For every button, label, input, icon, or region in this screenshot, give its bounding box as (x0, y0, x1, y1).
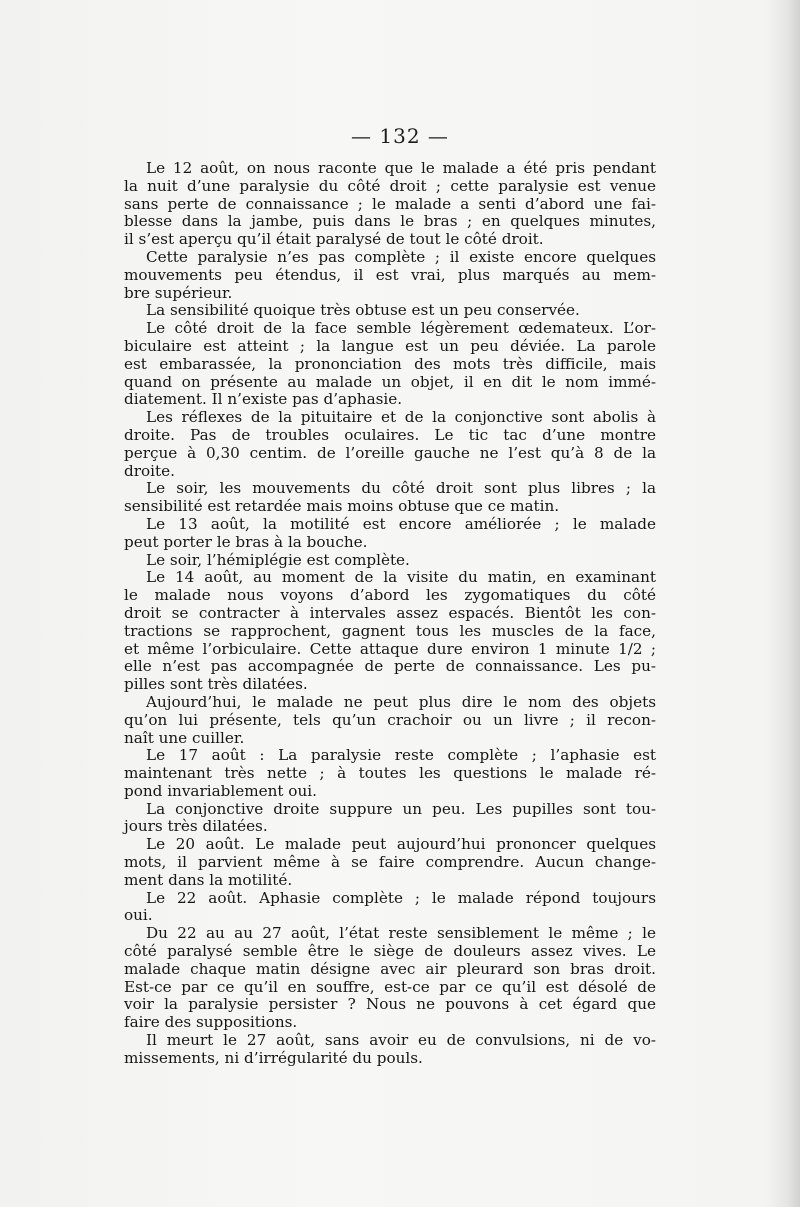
text-line: elle n’est pas accompagnée de perte de connaissance. Les pu- (124, 657, 656, 676)
text-line: droite. (124, 461, 175, 480)
body-text (124, 160, 656, 1068)
text-line: Le 13 août, la motilité est encore améliorée ; le malade (146, 514, 656, 533)
text-line: est embarassée, la prononciation des mots très difficile, mais (124, 354, 656, 373)
text-line: oui. (124, 906, 153, 925)
text-line: Le soir, l’hémiplégie est complète. (146, 550, 410, 569)
text-line: côté paralysé semble être le siège de douleurs assez vives. Le (124, 942, 656, 961)
text-line: qu’on lui présente, tels qu’un crachoir ou un livre ; il recon- (124, 710, 656, 729)
text-line: ment dans la motilité. (124, 870, 293, 889)
text-line: sensibilité est retardée mais moins obtuse que ce matin. (124, 497, 560, 516)
text-line: Le 20 août. Le malade peut aujourd’hui prononcer quelques (146, 835, 656, 854)
text-line: Il meurt le 27 août, sans avoir eu de convulsions, ni de vo- (146, 1031, 656, 1050)
text-line: Le 14 août, au moment de la visite du matin, en examinant (146, 568, 656, 587)
text-line: Aujourd’hui, le malade ne peut plus dire le nom des objets (146, 692, 656, 711)
text-line: Le 12 août, on nous raconte que le malade a été pris pendant (146, 159, 656, 177)
text-line: La conjonctive droite suppure un peu. Les pupilles sont tou- (146, 799, 656, 818)
text-line: Le côté droit de la face semble légèrement œdemateux. L’or- (146, 319, 656, 338)
text-line: il s’est aperçu qu’il était paralysé de tout le côté droit. (124, 230, 544, 249)
text-line: Le 22 août. Aphasie complète ; le malade répond toujours (146, 888, 656, 907)
text-line: quand on présente au malade un objet, il en dit le nom immé- (124, 372, 656, 391)
text-line: missements, ni d’irrégularité du pouls. (124, 1048, 423, 1067)
text-line: voir la paralysie persister ? Nous ne pouvons à cet égard que (124, 995, 656, 1014)
text-line: Les réflexes de la pituitaire et de la conjonctive sont abolis à (146, 408, 656, 427)
text-line: droite. Pas de troubles oculaires. Le tic tac d’une montre (124, 425, 656, 444)
text-line: pilles sont très dilatées. (124, 675, 308, 694)
text-line: la nuit d’une paralysie du côté droit ; cette paralysie est venue (124, 176, 656, 195)
text-line: Le 17 août : La paralysie reste complète ; l’aphasie est (146, 746, 656, 765)
text-line: peut porter le bras à la bouche. (124, 532, 368, 551)
text-line: faire des suppositions. (124, 1013, 298, 1032)
text-line: Du 22 au au 27 août, l’état reste sensiblement le même ; le (146, 924, 656, 943)
text-line: et même l’orbiculaire. Cette attaque dure environ 1 minute 1/2 ; (124, 639, 656, 658)
page-shadow-edge (766, 0, 800, 1207)
text-line: La sensibilité quoique très obtuse est un peu conservée. (146, 301, 580, 320)
text-line: tractions se rapprochent, gagnent tous les muscles de la face, (124, 621, 656, 640)
text-line: Cette paralysie n’es pas complète ; il existe encore quelques (146, 247, 656, 266)
text-line: mouvements peu étendus, il est vrai, plus marqués au mem- (124, 265, 656, 284)
text-line: pond invariablement oui. (124, 781, 317, 800)
text-line: jours très dilatées. (124, 817, 268, 836)
text-line: blesse dans la jambe, puis dans le bras ; en quelques minutes, (124, 212, 656, 231)
text-line: droit se contracter à intervales assez espacés. Bientôt les con- (124, 603, 656, 622)
text-line: sans perte de connaissance ; le malade a senti d’abord une fai- (124, 194, 656, 213)
page-number: — 132 — (351, 124, 449, 148)
text-line: malade chaque matin désigne avec air pleurard son bras droit. (124, 959, 656, 978)
text-line: maintenant très nette ; à toutes les questions le malade ré- (124, 764, 656, 783)
text-line: naît une cuiller. (124, 728, 245, 747)
text-line: mots, il parvient même à se faire comprendre. Aucun change- (124, 853, 656, 872)
text-line: biculaire est atteint ; la langue est un peu déviée. La parole (124, 336, 656, 355)
text-line: diatement. Il n’existe pas d’aphasie. (124, 390, 403, 409)
text-line: Le soir, les mouvements du côté droit sont plus libres ; la (146, 479, 656, 498)
text-line: bre supérieur. (124, 283, 233, 302)
text-line: le malade nous voyons d’abord les zygomatiques du côté (124, 586, 656, 605)
text-line: perçue à 0,30 centim. de l’oreille gauche ne l’est qu’à 8 de la (124, 443, 656, 462)
text-line: Est-ce par ce qu’il en souffre, est-ce par ce qu’il est désolé de (124, 977, 656, 996)
